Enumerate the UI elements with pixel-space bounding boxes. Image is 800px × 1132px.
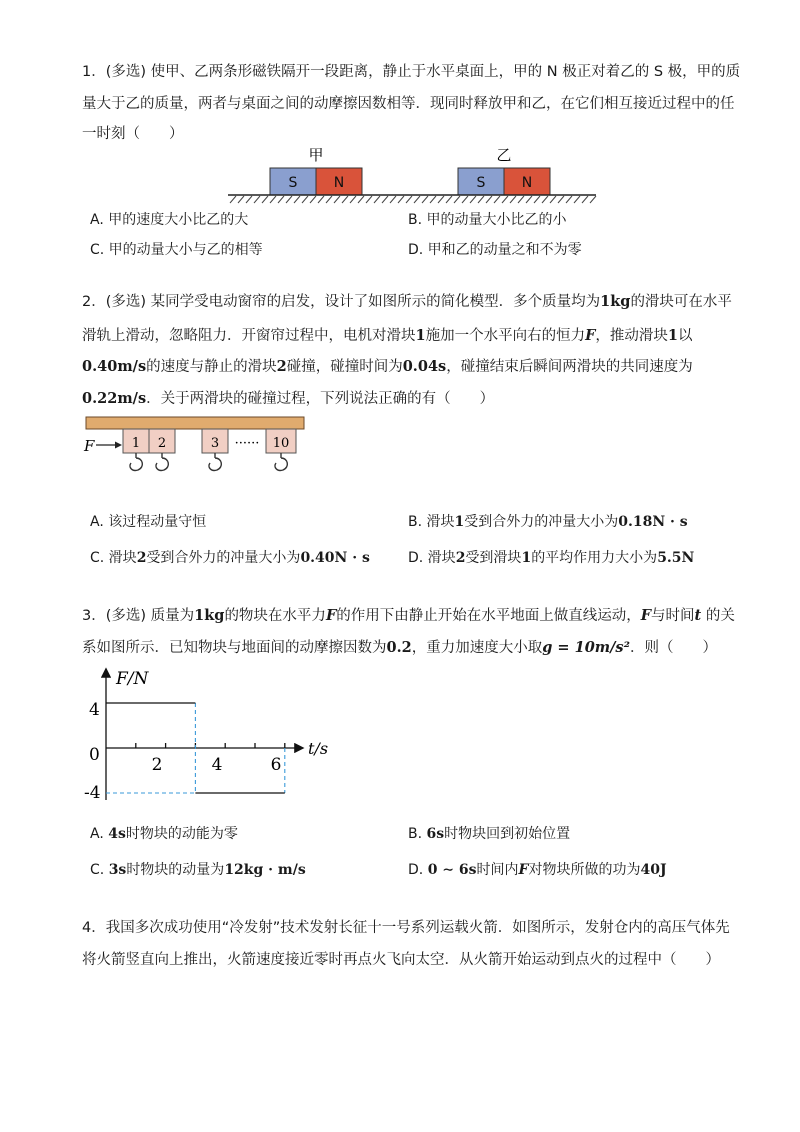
q2-option-b[interactable]: B. 滑块1受到合外力的冲量大小为0.18N · s (408, 514, 688, 530)
q3-x-ticks (136, 743, 285, 748)
q2-hooks (130, 453, 287, 470)
q1-table-hatching (230, 196, 596, 203)
q2-stem-line1: 2．(多选) 某同学受电动窗帘的启发，设计了如图所示的简化模型．多个质量均为1kg的滑块可在水平 (82, 293, 732, 310)
q2-slider-3-label: 3 (210, 436, 220, 451)
q2-stem-line4: 0.22m/s．关于两滑块的碰撞过程，下列说法正确的有（ ） (82, 390, 495, 407)
q3-stem-line2: 系如图所示．已知物块与地面间的动摩擦因数为0.2，重力加速度大小取g = 10m/s²．则（ ） (82, 639, 717, 656)
q3-stem-line1: 3．(多选) 质量为1kg的物块在水平力F的作用下由静止开始在水平地面上做直线运动，F与时间t 的关 (82, 607, 735, 624)
q1-jia-n-label: N (333, 175, 345, 191)
q2-option-a[interactable]: A. 该过程动量守恒 (90, 514, 207, 530)
q3-force-time-graph (80, 664, 340, 804)
q2-slider-figure (80, 412, 310, 478)
q1-label-yi: 乙 (496, 146, 512, 164)
q3-tick-x-4: 4 (211, 755, 223, 775)
q1-jia-s-label: S (288, 175, 298, 191)
q1-magnets-figure (222, 144, 602, 206)
q2-option-c[interactable]: C. 滑块2受到合外力的冲量大小为0.40N · s (90, 550, 370, 566)
q3-tick-y-4: 4 (89, 700, 100, 720)
q1-option-a[interactable]: A. 甲的速度大小比乙的大 (90, 212, 249, 228)
q2-option-d[interactable]: D. 滑块2受到滑块1的平均作用力大小为5.5N (408, 550, 695, 566)
q3-option-d[interactable]: D. 0 ∼ 6s时间内F对物块所做的功为40J (408, 862, 667, 878)
q3-tick-y-neg4: -4 (84, 783, 101, 803)
q2-dots: ······ (234, 436, 260, 451)
q2-slider-10-label: 10 (272, 436, 290, 451)
q4-stem-line1: 4．我国多次成功使用“冷发射”技术发射长征十一号系列运载火箭．如图所示，发射仓内的高压气体先 (82, 920, 730, 936)
q3-tick-x-6: 6 (270, 755, 282, 775)
q3-tick-x-2: 2 (151, 755, 163, 775)
q1-label-jia: 甲 (308, 146, 324, 164)
q2-rail (86, 417, 304, 429)
q2-slider-1-label: 1 (131, 436, 141, 451)
q1-option-c[interactable]: C. 甲的动量大小与乙的相等 (90, 242, 263, 258)
q1-option-b[interactable]: B. 甲的动量大小比乙的小 (408, 212, 567, 228)
q2-slider-2-label: 2 (157, 436, 167, 451)
q2-stem-line2: 滑轨上滑动，忽略阻力．开窗帘过程中，电机对滑块1施加一个水平向右的恒力F，推动滑块1以 (82, 327, 693, 344)
q3-option-a[interactable]: A. 4s时物块的动能为零 (90, 826, 238, 842)
q2-force-label: F (84, 437, 95, 455)
q1-option-d[interactable]: D. 甲和乙的动量之和不为零 (408, 242, 582, 258)
q1-stem-line3: 一时刻（ ） (82, 126, 184, 142)
q3-option-b[interactable]: B. 6s时物块回到初始位置 (408, 826, 571, 842)
q1-yi-s-label: S (476, 175, 486, 191)
q3-axes (106, 670, 302, 800)
q2-force-arrowhead (115, 442, 122, 449)
q3-option-c[interactable]: C. 3s时物块的动量为12kg · m/s (90, 862, 306, 878)
q2-stem-line3: 0.40m/s的速度与静止的滑块2碰撞，碰撞时间为0.04s，碰撞结束后瞬间两滑块的共同速度为 (82, 358, 693, 375)
q1-yi-n-label: N (521, 175, 533, 191)
q3-x-axis-label: t/s (308, 739, 329, 758)
q3-y-axis-label: F/N (116, 669, 149, 689)
q3-tick-y-0: 0 (89, 745, 100, 765)
q4-stem-line2: 将火箭竖直向上推出，火箭速度接近零时再点火飞向太空．从火箭开始运动到点火的过程中（ ） (82, 952, 720, 968)
q1-stem-line2: 量大于乙的质量，两者与桌面之间的动摩擦因数相等．现同时释放甲和乙，在它们相互接近过程中的任 (82, 96, 735, 112)
q1-stem-line1: 1．(多选) 使甲、乙两条形磁铁隔开一段距离，静止于水平桌面上，甲的 N 极正对着乙的 S 极，甲的质 (82, 64, 741, 80)
